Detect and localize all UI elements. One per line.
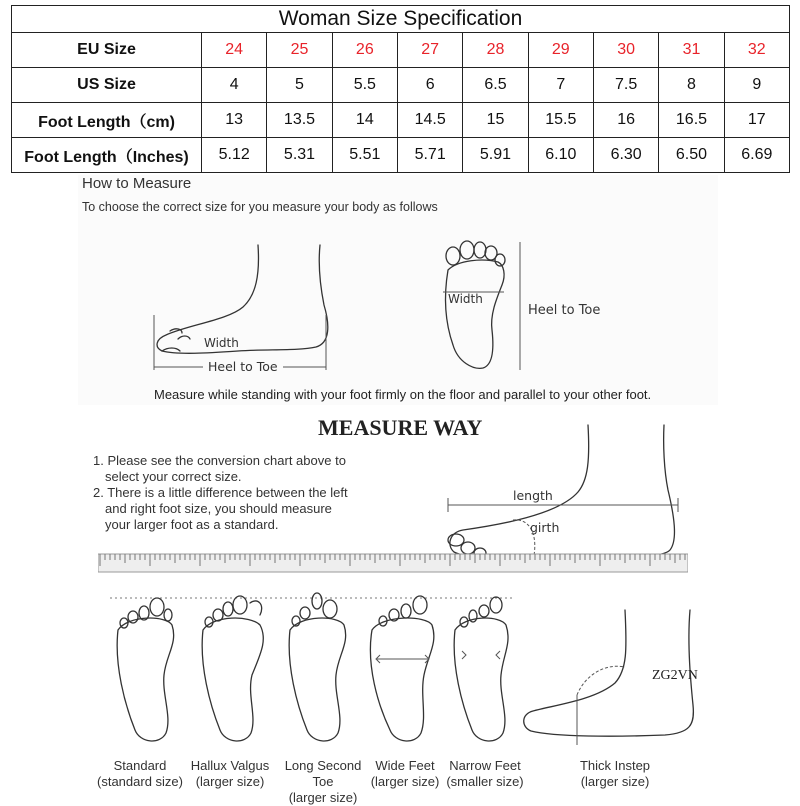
table-cell: 30 [593,33,658,68]
foot-type-narrow-feet [440,758,530,790]
table-cell: 6.10 [528,138,593,173]
foot-type-note: (larger size) [580,774,650,789]
foot-type-name: Long Second Toe [284,758,362,789]
step-2-line-2: and right foot size, you should measure [105,501,332,516]
table-cell: 28 [463,33,528,68]
foot-type-standard [95,758,185,790]
step-1-line-1: 1. Please see the conversion chart above to [93,453,346,468]
table-row-eu-size [12,33,790,68]
step-2-line-3: your larger foot as a standard. [105,517,279,532]
foot-type-name: Thick Instep [579,758,651,773]
row-label: Foot Length（Inches) [12,138,202,173]
foot-type-name: Hallux Valgus [190,758,270,773]
table-cell: 6 [397,68,462,103]
side-length-label: Heel to Toe [208,359,278,374]
table-cell: 16 [593,103,658,138]
table-cell: 14.5 [397,103,462,138]
table-cell: 5.91 [463,138,528,173]
how-to-measure-panel [78,175,718,405]
sole-width-label: Width [448,292,483,306]
foot-type-name: Standard [113,758,167,773]
foot-type-note: (larger size) [195,774,265,789]
table-cell: 4 [202,68,267,103]
table-cell: 6.69 [724,138,789,173]
row-label: US Size [12,68,202,103]
table-cell: 31 [659,33,724,68]
sole-length-label: Heel to Toe [528,303,601,318]
step-2-line-1: 2. There is a little difference between the left [93,485,348,500]
table-cell: 7 [528,68,593,103]
table-cell: 25 [267,33,332,68]
table-cell: 13.5 [267,103,332,138]
measure-way-steps [93,453,348,533]
table-cell: 6.30 [593,138,658,173]
side-foot-illustration [148,235,418,375]
row-label: EU Size [12,33,202,68]
table-cell: 14 [332,103,397,138]
narrow-foot-icon [454,597,508,741]
table-cell: 5.71 [397,138,462,173]
table-cell: 6.50 [659,138,724,173]
wide-foot-icon [370,596,433,741]
table-title: Woman Size Specification [12,6,790,33]
how-to-heading: How to Measure [82,175,192,192]
ruler [98,552,688,574]
table-cell: 16.5 [659,103,724,138]
standard-foot-icon [117,598,174,741]
foot-type-note: (standard size) [97,774,183,789]
table-cell: 5.5 [332,68,397,103]
side-width-label: Width [204,336,239,350]
size-table [11,5,790,173]
table-cell: 8 [659,68,724,103]
table-cell: 5.31 [267,138,332,173]
foot-type-long-second-toe [273,758,373,806]
sole-foot-illustration [428,230,668,380]
how-to-subheading: To choose the correct size for you measure your body as follows [82,200,438,214]
table-cell: 7.5 [593,68,658,103]
long-second-toe-foot-icon [289,593,346,741]
table-row-foot-length-inches [12,138,790,173]
measure-caption: Measure while standing with your foot firmly on the floor and parallel to your other foot. [154,387,652,402]
foot-type-note: (smaller size) [446,774,524,789]
foot-type-note: (larger size) [370,774,440,789]
table-cell: 5.12 [202,138,267,173]
foot-length-illustration [438,420,718,570]
foot-type-thick-instep [570,758,660,790]
watermark: ZG2VN [652,668,698,683]
table-cell: 26 [332,33,397,68]
step-1-line-2: select your correct size. [105,469,242,484]
table-cell: 5.51 [332,138,397,173]
foot-type-hallux-valgus [185,758,275,790]
table-cell: 15 [463,103,528,138]
measure-way-title: MEASURE WAY [318,415,483,440]
girth-label: girth [530,520,560,535]
length-label: length [513,488,553,503]
row-label: Foot Length（cm) [12,103,202,138]
table-cell: 17 [724,103,789,138]
foot-types-illustration [100,585,520,755]
foot-type-wide-feet [365,758,445,790]
foot-type-name: Narrow Feet [449,758,521,773]
table-cell: 5 [267,68,332,103]
foot-type-name: Wide Feet [375,758,435,773]
table-cell: 15.5 [528,103,593,138]
table-cell: 13 [202,103,267,138]
table-cell: 29 [528,33,593,68]
table-row-foot-length-cm [12,103,790,138]
table-cell: 27 [397,33,462,68]
table-cell: 9 [724,68,789,103]
table-cell: 32 [724,33,789,68]
table-cell: 6.5 [463,68,528,103]
table-row-us-size [12,68,790,103]
foot-type-note: (larger size) [288,790,358,805]
table-cell: 24 [202,33,267,68]
hallux-valgus-foot-icon [202,596,263,741]
